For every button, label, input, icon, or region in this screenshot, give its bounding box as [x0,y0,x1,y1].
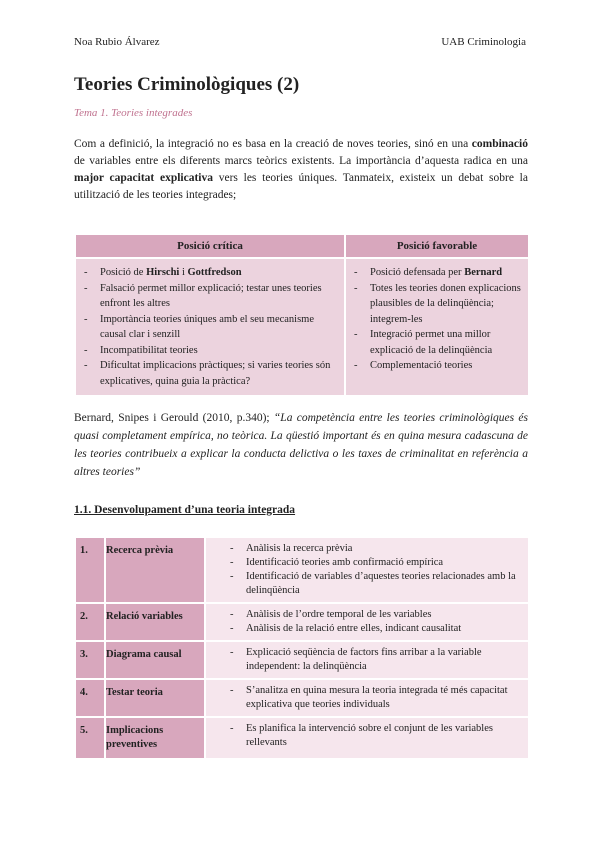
list-item: - Totes les teories donen explicacions plausibles de la delinqüència; integrem-les [354,281,522,328]
intro-bold-2: major capacitat explicativa [74,172,213,184]
steps-table [74,536,530,760]
quote-citation: Bernard, Snipes i Gerould (2010, p.340); [74,412,274,424]
list-item: - Identificació teories amb confirmació empírica [230,556,520,570]
page-title: Teories Criminològiques (2) [74,74,300,95]
step-number: 1. [76,538,104,602]
intro-bold-1: combinació [471,138,528,150]
header-author: Noa Rubio Álvarez [74,36,160,48]
list-item: - Falsació permet millor explicació; testar unes teories enfront les altres [84,281,338,312]
list-item: - Es planifica la intervenció sobre el conjunt de les variables rellevants [230,722,520,750]
list-item [84,265,338,281]
intro-text-3: vers les teories úniques. Tanmateix, existeix un debat sobre la utilització de les teories integrades; [74,172,528,201]
page-subtitle: Tema 1. Teories integrades [74,107,193,119]
favorable-column [346,259,528,395]
header-favorable: Posició favorable [346,235,528,257]
list-item: - Importància teories úniques amb el seu mecanisme causal clar i senzill [84,312,338,343]
list-item: - S’analitza en quina mesura la teoria integrada té més capacitat explicativa que teories individuals [230,684,520,712]
list-item: - Complementació teories [354,358,522,374]
list-item: - Integració permet una millor explicació de la delinqüència [354,327,522,358]
bold-name: Hirschi [146,267,180,278]
bold-name: Bernard [464,267,503,278]
page-header [74,36,526,52]
list-item: - Anàlisis la recerca prèvia [230,542,520,556]
intro-text-2: de variables entre els diferents marcs teòrics existents. La importància d’aquesta radica en una [74,155,528,167]
bold-name: Gottfredson [187,267,242,278]
quote-paragraph [74,409,528,481]
list-item: - Anàlisis de l’ordre temporal de les variables [230,608,520,622]
step-name: Implicacions preventives [106,718,204,758]
table-row [76,642,528,678]
text: Posició de [100,267,147,278]
comparison-table [74,233,530,397]
critical-column [76,259,344,395]
step-name: Testar teoria [106,680,204,716]
intro-paragraph [74,136,528,204]
table-row [76,538,528,602]
list-item: - Identificació de variables d’aquestes teories relacionades amb la delinqüència [230,570,520,598]
step-number: 5. [76,718,104,758]
intro-text-1: Com a definició, la integració no es basa en la creació de noves teories, sinó en una [74,138,472,150]
step-name: Relació variables [106,604,204,640]
list-item: - Anàlisis de la relació entre elles, indicant causalitat [230,622,520,636]
list-item: - Incompatibilitat teories [84,343,338,359]
step-description [206,718,528,758]
table-row [76,604,528,640]
section-title: 1.1. Desenvolupament d’una teoria integrada [74,504,296,516]
header-critical: Posició crítica [76,235,344,257]
list-item: - Explicació seqüència de factors fins arribar a la variable independent: la delinqüència [230,646,520,674]
step-description [206,538,528,602]
step-number: 4. [76,680,104,716]
text: Posició defensada per [370,267,465,278]
table-row [76,680,528,716]
step-description [206,604,528,640]
header-course: UAB Criminologia [441,36,526,48]
step-name: Diagrama causal [106,642,204,678]
step-description [206,642,528,678]
step-number: 3. [76,642,104,678]
quote-text: “La competència entre les teories criminològiques és quasi completament empírica, no teòrica. La qüestió important és en quina mesura cadascuna de les teories contribueix a explicar la conducta delictiva o les taxes de criminalitat en referència a altres teories” [74,412,528,478]
step-number: 2. [76,604,104,640]
step-description [206,680,528,716]
list-item: - Dificultat implicacions pràctiques; si varies teories són explicatives, quina guia la pràctica? [84,358,338,389]
table-row [76,718,528,758]
text: i [179,267,188,278]
list-item [354,265,522,281]
step-name: Recerca prèvia [106,538,204,602]
